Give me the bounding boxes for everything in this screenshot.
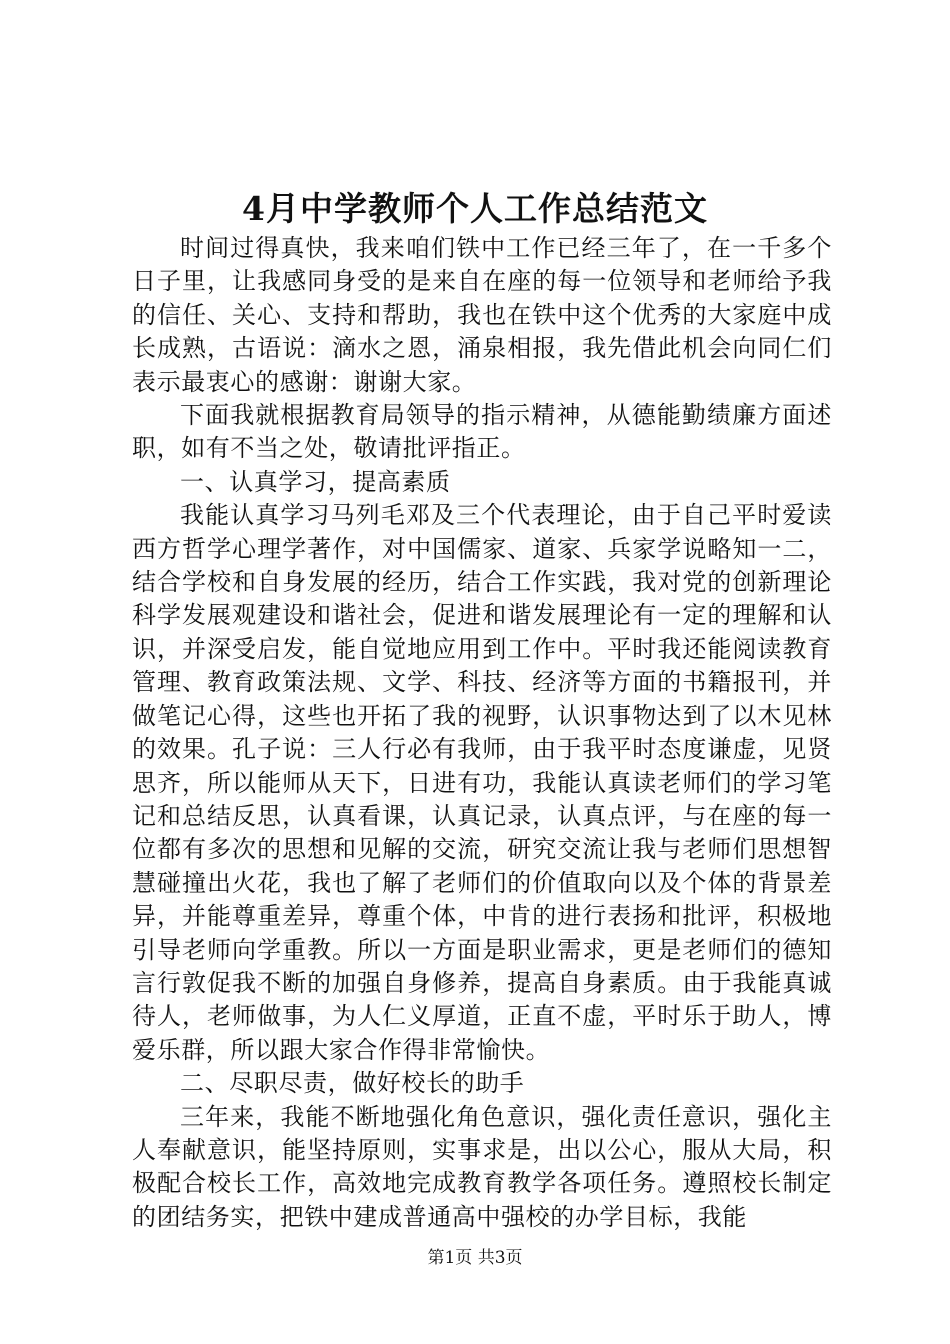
paragraph-duties: 三年来，我能不断地强化角色意识，强化责任意识，强化主人奉献意识，能坚持原则，实事求是，出以公心，服从大局，积极配合校长工作，高效地完成教育教学各项任务。遵照校长制定的团结务实，把铁中建成普通高中强校的办学目标，我能: [132, 1102, 832, 1231]
paragraph-overview: 下面我就根据教育局领导的指示精神，从德能勤绩廉方面述职，如有不当之处，敬请批评指正。: [132, 401, 832, 463]
document-body: [132, 232, 832, 1234]
section-heading-2: 二、尽职尽责，做好校长的助手: [180, 1069, 525, 1098]
page-footer: 第1页 共3页: [427, 1248, 523, 1268]
document-title: 4月中学教师个人工作总结范文: [242, 189, 708, 228]
paragraph-intro: 时间过得真快，我来咱们铁中工作已经三年了，在一千多个日子里，让我感同身受的是来自在座的每一位领导和老师给予我的信任、关心、支持和帮助，我也在铁中这个优秀的大家庭中成长成熟，古语说：滴水之恩，涌泉相报，我先借此机会向同仁们表示最衷心的感谢：谢谢大家。: [132, 234, 832, 396]
paragraph-study: 我能认真学习马列毛邓及三个代表理论，由于自己平时爱读西方哲学心理学著作，对中国儒家、道家、兵家学说略知一二，结合学校和自身发展的经历，结合工作实践，我对党的创新理论科学发展观建设和谐社会，促进和谐发展理论有一定的理解和认识，并深受启发，能自觉地应用到工作中。平时我还能阅读教育管理、教育政策法规、文学、科技、经济等方面的书籍报刊，并做笔记心得，这些也开拓了我的视野，认识事物达到了以木见林的效果。孔子说：三人行必有我师，由于我平时态度谦虚，见贤思齐，所以能师从天下，日进有功，我能认真读老师们的学习笔记和总结反思，认真看课，认真记录，认真点评，与在座的每一位都有多次的思想和见解的交流，研究交流让我与老师们思想智慧碰撞出火花，我也了解了老师们的价值取向以及个体的背景差异，并能尊重差异，尊重个体，中肯的进行表扬和批评，积极地引导老师向学重教。所以一方面是职业需求，更是老师们的德知言行敦促我不断的加强自身修养，提高自身素质。由于我能真诚待人，老师做事，为人仁义厚道，正直不虚，平时乐于助人，博爱乐群，所以跟大家合作得非常愉快。: [132, 501, 832, 1064]
section-heading-1: 一、认真学习，提高素质: [180, 467, 451, 496]
